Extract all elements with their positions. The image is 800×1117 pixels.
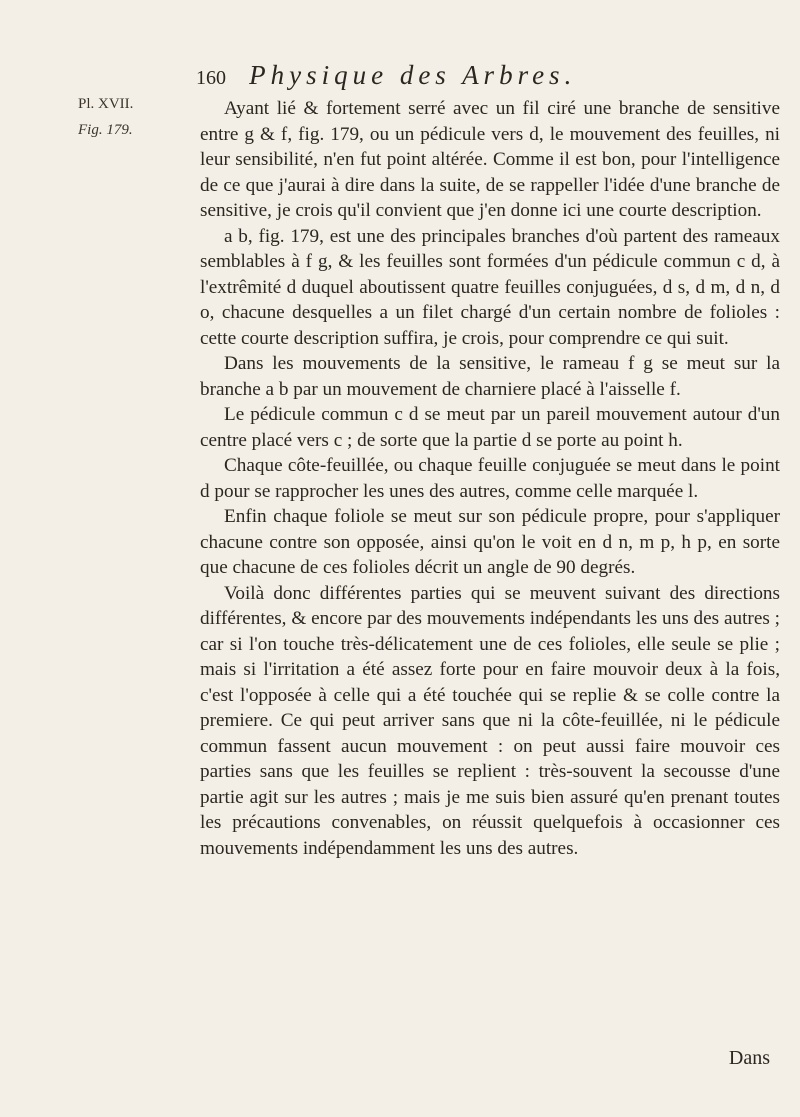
paragraph: Dans les mouvements de la sensitive, le rameau f g se meut sur la branche a b par un mouvement de charniere placé à l'aisselle f. — [200, 353, 780, 400]
paragraph: Voilà donc différentes parties qui se meuvent suivant des directions différentes, & encore par des mouvements indépendants les uns des autres ; car si l'on touche très-délicatement une de ces folioles, elle seule se plie ; mais si l'irritation a été assez forte pour en faire mouvoir deux à la fois, c'est l'opposée à celle qui a été touchée qui se replie & se colle contre la premiere. Ce qui peut arriver sans que ni la côte-feuillée, ni le pédicule commun fassent aucun mouvement : on peut aussi faire mouvoir ces parties sans que les feuilles se replient : très-souvent la secousse d'une partie agit sur les autres ; mais je me suis bien assuré qu'en prenant toutes les précautions convenables, on réussit quelquefois à occasionner ces mouvements indépendamment les uns des autres. — [200, 582, 780, 859]
paragraph: a b, fig. 179, est une des principales branches d'où partent des rameaux semblables à f g, & les feuilles sont formées d'un pédicule commun c d, à l'extrêmité d duquel aboutissent quatre feuilles conjuguées, d s, d m, d n, d o, chacune desquelles a un filet chargé d'un certain nombre de folioles : cette courte description suffira, je crois, pour comprendre ce qui suit. — [200, 225, 780, 349]
page-number: 160 — [196, 67, 226, 89]
paragraph: Enfin chaque foliole se meut sur son pédicule propre, pour s'appliquer chacune contre son opposée, ainsi qu'on le voit en d n, m p, h p, en sorte que chacune de ces folioles décrit un angle de 90 degrés. — [200, 506, 780, 578]
catchword: Dans — [728, 1047, 770, 1069]
margin-note-plate: Pl. XVII. — [78, 96, 134, 112]
paragraph: Chaque côte-feuillée, ou chaque feuille conjuguée se meut dans le point d pour se rapprocher les unes des autres, comme celle marquée l. — [200, 455, 780, 502]
paragraph: Le pédicule commun c d se meut par un pareil mouvement autour d'un centre placé vers c ; de sorte que la partie d se porte au point h. — [200, 404, 780, 451]
running-title: Physique des Arbres. — [249, 60, 577, 90]
paragraph: Ayant lié & fortement serré avec un fil ciré une branche de sensitive entre g & f, fig. 179, ou un pédicule vers d, le mouvement des feuilles, ni leur sensibilité, n'en fut point altérée. Comme il est bon, pour l'intelligence de ce que j'aurai à dire dans la suite, de se rappeller l'idée d'une branche de sensitive, je crois qu'il convient que j'en donne ici une courte description. — [200, 98, 780, 221]
page-header — [196, 60, 776, 100]
body-text — [200, 96, 780, 861]
margin-note-figure: Fig. 179. — [78, 122, 133, 138]
